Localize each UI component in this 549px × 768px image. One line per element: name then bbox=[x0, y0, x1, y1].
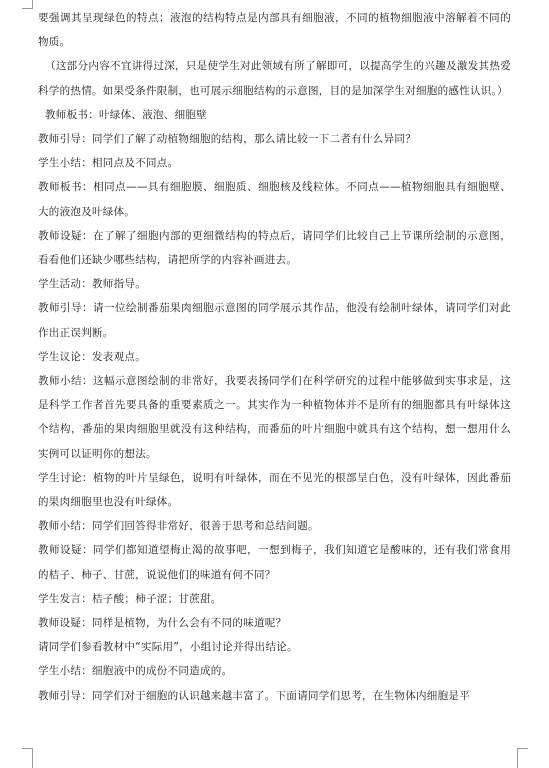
paragraph: 教师小结：同学们回答得非常好，很善于思考和总结问题。 bbox=[38, 520, 319, 533]
paragraph: 学生讨论：植物的叶片呈绿色，说明有叶绿体，而在不见光的根部呈白色，没有叶绿体，因此番茄的果肉细胞里也没有叶绿体。 bbox=[38, 471, 511, 509]
margin-corner-mark-bottom-right bbox=[517, 748, 528, 768]
margin-corner-mark-bottom-left bbox=[22, 748, 33, 768]
paragraph: 教师设疑：在了解了细胞内部的更细微结构的特点后，请同学们比较自己上节课所绘制的示意图，看看他们还缺少哪些结构，请把所学的内容补画进去。 bbox=[38, 229, 511, 267]
paragraph: 教师板书：叶绿体、液泡、细胞壁 bbox=[45, 108, 207, 121]
paragraph: 教师引导：请一位绘制番茄果肉细胞示意图的同学展示其作品，他没有绘制叶绿体，请同学们对此作出正误判断。 bbox=[38, 302, 511, 339]
paragraph: （这部分内容不宜讲得过深，只是使学生对此领域有所了解即可，以提高学生的兴趣及激发其热爱科学的热情。如果受条件限制，也可展示细胞结构的示意图，目的是加深学生对细胞的感性认识。） bbox=[38, 60, 511, 97]
paragraph: 学生小结：细胞液中的成份不同造成的。 bbox=[38, 665, 233, 678]
paragraph: 学生小结：相同点及不同点。 bbox=[38, 157, 179, 170]
paragraph: 教师板书：相同点——具有细胞膜、细胞质、细胞核及线粒体。不同点——植物细胞具有细胞壁、大的液泡及叶绿体。 bbox=[38, 181, 511, 218]
paragraph: 要强调其呈现绿色的特点；液泡的结构特点是内部具有细胞液，不同的植物细胞液中溶解着不同的物质。 bbox=[38, 12, 511, 49]
margin-corner-mark-top-left bbox=[22, 0, 33, 9]
paragraph: 学生活动：教师指导。 bbox=[38, 278, 146, 291]
paragraph: 学生议论：发表观点。 bbox=[38, 350, 146, 363]
paragraph: 请同学们参看教材中“实际用”，小组讨论并得出结论。 bbox=[38, 641, 298, 654]
paragraph: 教师小结：这幅示意图绘制的非常好，我要表扬同学们在科学研究的过程中能够做到实事求是，这是科学工作者首先要具备的重要素质之一。其实作为一种植物体并不是所有的细胞都具有叶绿体这个结构，番茄的果肉细胞里就没有这种结构，而番茄的叶片细胞中就具有这个结构，想一想用什么实例可以证明你的想法。 bbox=[38, 375, 511, 460]
paragraph: 教师设疑：同样是植物，为什么会有不同的味道呢？ bbox=[38, 617, 287, 630]
document-body bbox=[38, 6, 511, 708]
paragraph: 学生发言：桔子酸；柿子涩；甘蔗甜。 bbox=[38, 592, 222, 605]
paragraph: 教师设疑：同学们都知道望梅止渴的故事吧，一想到梅子，我们知道它是酸味的，还有我们常食用的桔子、柿子、甘蔗，说说他们的味道有何不同？ bbox=[38, 544, 511, 581]
paragraph: 教师引导：同学们对于细胞的认识越来越丰富了。下面请同学们思考，在生物体内细胞是平 bbox=[38, 689, 470, 702]
paragraph: 教师引导：同学们了解了动植物细胞的结构，那么请比较一下二者有什么异同？ bbox=[38, 133, 416, 146]
